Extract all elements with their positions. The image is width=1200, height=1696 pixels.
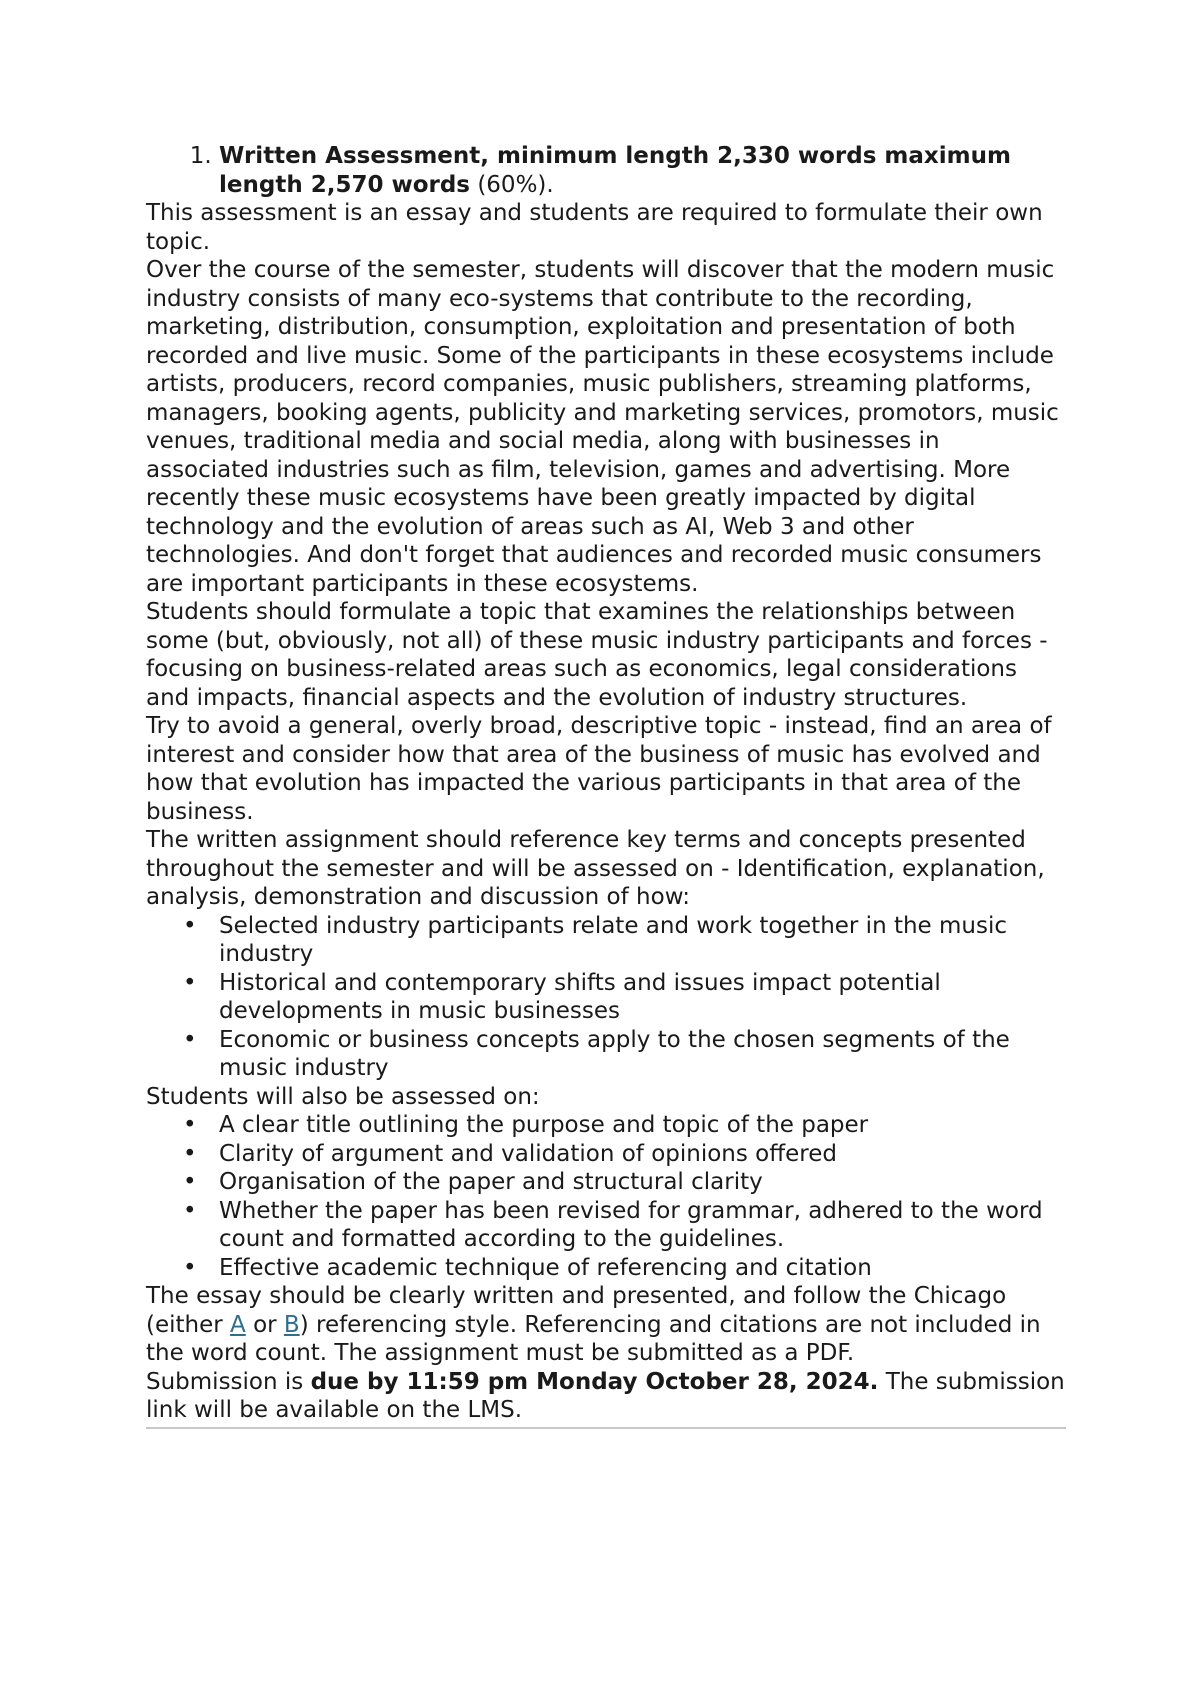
assessment-heading-weight: (60%). [470,171,554,198]
chicago-b-link[interactable]: B [283,1311,300,1338]
list-item: • Organisation of the paper and structural clarity [183,1169,763,1195]
formulate-topic-paragraph: Students should formulate a topic that examines the relationships between some (but, obviously, not all) of these music industry participants and forces - focusing on business-related areas such as economics, legal considerations and impacts, financial aspects and the evolution of industry structures. [146,599,1048,711]
list-item: • Selected industry participants relate and work together in the music industry [183,912,1008,967]
list-item: • Clarity of argument and validation of opinions offered [183,1140,837,1167]
assessment-criteria-list [146,912,1066,1083]
list-item: • A clear title outlining the purpose and topic of the paper [183,1112,869,1138]
assessment-heading-bold: Written Assessment, minimum length 2,330 words maximum length 2,570 words [219,143,1011,198]
bullet-icon: • [183,969,197,996]
chicago-a-link[interactable]: A [230,1311,246,1338]
reference-terms-paragraph: The written assignment should reference key terms and concepts presented throughout the semester and will be assessed on - Identification, explanation, analysis, demonstration and discussion of how: [146,827,1045,910]
ecosystems-paragraph: Over the course of the semester, students will discover that the modern music industry consists of many eco-systems that contribute to the recording, marketing, distribution, consumption, exploitation and presentation of both recorded and live music. Some of the participants in these ecosystems include artists, producers, record companies, music publishers, streaming platforms, managers, booking agents, publicity and marketing services, promotors, music venues, traditional media and social media, along with businesses in associated industries such as film, television, games and advertising. More recently these music ecosystems have been greatly impacted by digital technology and the evolution of areas such as AI, Web 3 and other technologies. And don't forget that audiences and recorded music consumers are important participants in these ecosystems. [146,257,1059,597]
horizontal-divider [146,1427,1066,1429]
list-item: • Effective academic technique of referencing and citation [183,1254,872,1281]
bullet-icon: • [183,1254,197,1281]
bullet-icon: • [183,1026,197,1053]
due-date: due by 11:59 pm Monday October 28, 2024. [310,1368,879,1395]
document-page [146,142,1066,1429]
bullet-icon: • [183,912,197,939]
avoid-general-topic-paragraph: Try to avoid a general, overly broad, descriptive topic - instead, find an area of interest and consider how that area of the business of music has evolved and how that evolution has impacted the various participants in that area of the business. [146,713,1052,825]
submission-paragraph: Submission is due by 11:59 pm Monday October 28, 2024. The submission link will be available on the LMS. [146,1368,1065,1423]
bullet-icon: • [183,1112,197,1138]
closing-paragraph: The essay should be clearly written and presented, and follow the Chicago (either A or B) referencing style. Referencing and citations are not included in the word count. The assignment must be submitted as a PDF. [146,1283,1041,1366]
list-item: • Economic or business concepts apply to the chosen segments of the music industry [183,1026,1010,1081]
list-item: • Historical and contemporary shifts and issues impact potential developments in music businesses [183,969,941,1024]
assessment-heading [219,142,1066,199]
additional-criteria-list [146,1111,1066,1282]
assessment-heading-list [146,142,1066,199]
bullet-icon: • [183,1197,197,1224]
bullet-icon: • [183,1169,197,1195]
intro-paragraph: This assessment is an essay and students are required to formulate their own topic. [146,200,1043,255]
also-assessed-paragraph: Students will also be assessed on: [146,1083,540,1110]
list-item: • Whether the paper has been revised for grammar, adhered to the word count and formatted according to the guidelines. [183,1197,1043,1252]
bullet-icon: • [183,1140,197,1167]
